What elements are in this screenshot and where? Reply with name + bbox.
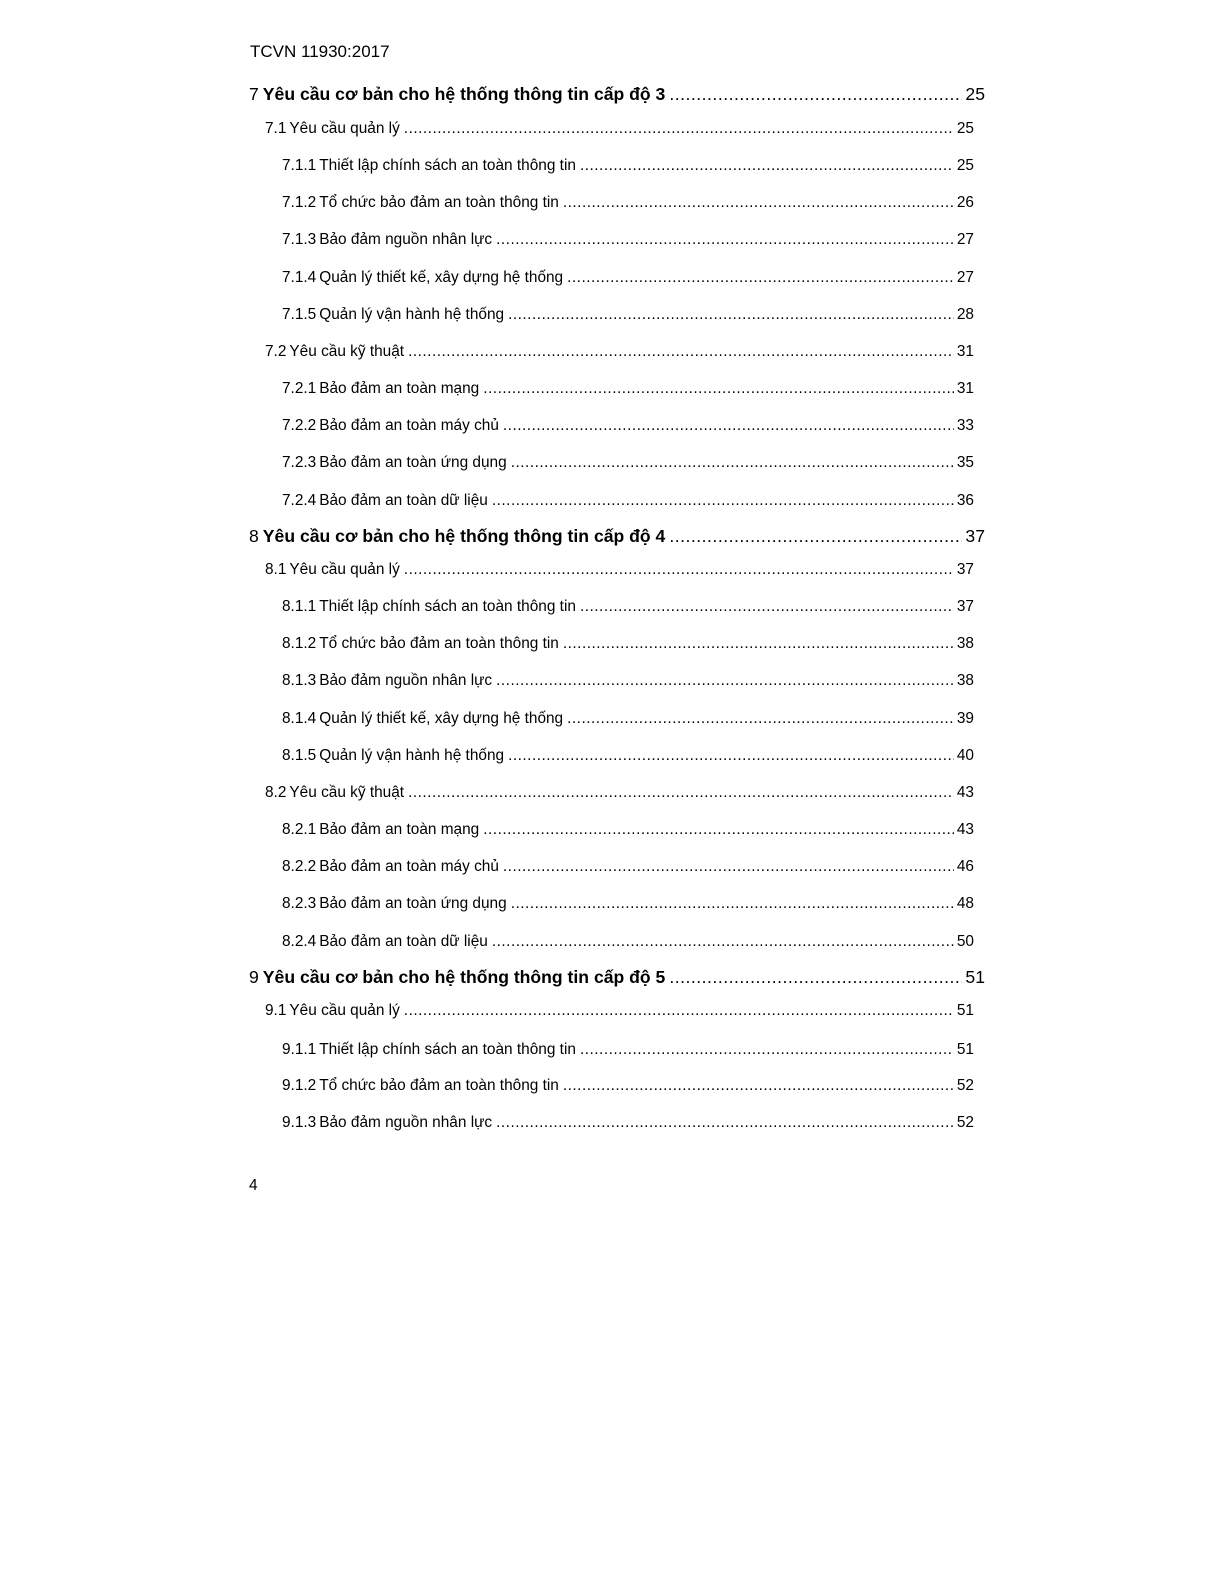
toc-entry-title: Quản lý vận hành hệ thống <box>319 306 505 323</box>
toc-entry-7-2 <box>265 342 974 362</box>
toc-entry-title: Tổ chức bảo đảm an toàn thông tin <box>319 635 559 652</box>
toc-entry-number: 8.2.4 <box>282 933 317 950</box>
toc-entry-title: Thiết lập chính sách an toàn thông tin <box>319 1041 576 1058</box>
toc-entry-9-1-3 <box>282 1113 974 1133</box>
toc-dot-leader <box>503 416 954 436</box>
toc-entry-page: 27 <box>956 231 974 248</box>
toc-entry-number: 9.1.1 <box>282 1041 317 1058</box>
toc-entry-title: Bảo đảm an toàn dữ liệu <box>319 933 488 950</box>
toc-entry-page: 52 <box>956 1077 974 1094</box>
toc-entry-number: 9.1.2 <box>282 1077 317 1094</box>
toc-entry-page: 51 <box>956 1002 974 1019</box>
toc-entry-8-2-1 <box>282 820 974 840</box>
page-number: 4 <box>249 1177 258 1194</box>
toc-entry-9-1-2 <box>282 1076 974 1096</box>
toc-entry-number: 8.2 <box>265 784 287 801</box>
toc-entry-page: 39 <box>956 710 974 727</box>
toc-entry-page: 31 <box>956 343 974 360</box>
toc-dot-leader <box>408 783 954 803</box>
toc-entry-number: 8.1.4 <box>282 710 317 727</box>
toc-entry-8-2-3 <box>282 894 974 914</box>
toc-dot-leader <box>503 857 954 877</box>
toc-entry-page: 35 <box>956 454 974 471</box>
toc-entry-number: 7.1 <box>265 120 287 137</box>
toc-entry-9-1 <box>265 1001 974 1021</box>
toc-entry-title: Bảo đảm an toàn mạng <box>319 380 480 397</box>
toc-entry-8-1-4 <box>282 709 974 729</box>
toc-entry-number: 9 <box>249 967 259 987</box>
toc-dot-leader <box>511 453 954 473</box>
toc-entry-number: 7.1.3 <box>282 231 317 248</box>
toc-entry-9 <box>249 966 985 988</box>
toc-dot-leader <box>669 525 962 547</box>
toc-entry-title: Yêu cầu cơ bản cho hệ thống thông tin cấp độ 5 <box>262 967 666 987</box>
toc-dot-leader <box>563 1076 954 1096</box>
toc-dot-leader <box>496 671 954 691</box>
toc-dot-leader <box>563 634 954 654</box>
toc-entry-number: 8 <box>249 526 259 546</box>
toc-entry-title: Bảo đảm an toàn máy chủ <box>319 417 499 434</box>
toc-entry-number: 9.1 <box>265 1002 287 1019</box>
toc-entry-page: 38 <box>956 635 974 652</box>
toc-dot-leader <box>408 342 954 362</box>
toc-entry-number: 7.1.2 <box>282 194 317 211</box>
toc-entry-7-1 <box>265 119 974 139</box>
toc-entry-8-1-5 <box>282 746 974 766</box>
toc-entry-page: 37 <box>956 561 974 578</box>
toc-dot-leader <box>483 820 954 840</box>
toc-entry-title: Yêu cầu quản lý <box>289 561 400 578</box>
toc-entry-8-1-3 <box>282 671 974 691</box>
toc-entry-7-2-1 <box>282 379 974 399</box>
toc-entry-9-1-1 <box>282 1040 974 1060</box>
toc-dot-leader <box>404 1001 954 1021</box>
toc-entry-number: 8.1 <box>265 561 287 578</box>
toc-dot-leader <box>567 268 954 288</box>
toc-entry-number: 7.2.4 <box>282 492 317 509</box>
toc-entry-7-2-4 <box>282 491 974 511</box>
toc-entry-page: 25 <box>956 157 974 174</box>
toc-entry-7-2-3 <box>282 453 974 473</box>
toc-entry-page: 31 <box>956 380 974 397</box>
toc-entry-title: Yêu cầu quản lý <box>289 120 400 137</box>
toc-dot-leader <box>508 746 954 766</box>
toc-entry-number: 7.2.3 <box>282 454 317 471</box>
toc-entry-title: Bảo đảm an toàn mạng <box>319 821 480 838</box>
toc-entry-title: Quản lý thiết kế, xây dựng hệ thống <box>319 269 564 286</box>
toc-dot-leader <box>404 560 954 580</box>
toc-entry-number: 7.1.1 <box>282 157 317 174</box>
toc-entry-number: 8.2.3 <box>282 895 317 912</box>
toc-entry-page: 52 <box>956 1114 974 1131</box>
toc-entry-8 <box>249 525 985 547</box>
toc-entry-number: 8.1.3 <box>282 672 317 689</box>
toc-entry-number: 8.2.2 <box>282 858 317 875</box>
toc-entry-number: 8.1.1 <box>282 598 317 615</box>
toc-entry-page: 43 <box>956 821 974 838</box>
toc-entry-title: Yêu cầu cơ bản cho hệ thống thông tin cấp độ 4 <box>262 526 666 546</box>
toc-dot-leader <box>669 83 962 105</box>
toc-entry-title: Bảo đảm nguồn nhân lực <box>319 672 493 689</box>
toc-entry-number: 7.1.5 <box>282 306 317 323</box>
toc-entry-title: Bảo đảm nguồn nhân lực <box>319 231 493 248</box>
toc-entry-title: Thiết lập chính sách an toàn thông tin <box>319 598 576 615</box>
toc-dot-leader <box>492 491 954 511</box>
toc-entry-7-1-5 <box>282 305 974 325</box>
toc-entry-page: 37 <box>956 598 974 615</box>
toc-dot-leader <box>567 709 954 729</box>
toc-entry-page: 27 <box>956 269 974 286</box>
toc-entry-title: Bảo đảm an toàn dữ liệu <box>319 492 488 509</box>
toc-dot-leader <box>483 379 954 399</box>
toc-entry-page: 40 <box>956 747 974 764</box>
toc-entry-title: Bảo đảm nguồn nhân lực <box>319 1114 493 1131</box>
toc-dot-leader <box>496 230 954 250</box>
toc-entry-number: 7 <box>249 84 259 104</box>
toc-entry-page: 43 <box>956 784 974 801</box>
toc-entry-page: 37 <box>965 526 985 546</box>
toc-entry-title: Yêu cầu quản lý <box>289 1002 400 1019</box>
toc-entry-page: 25 <box>965 84 985 104</box>
toc-entry-page: 38 <box>956 672 974 689</box>
toc-entry-page: 28 <box>956 306 974 323</box>
toc-entry-8-1 <box>265 560 974 580</box>
toc-dot-leader <box>669 966 962 988</box>
toc-entry-title: Yêu cầu kỹ thuật <box>289 343 405 360</box>
toc-entry-7-1-1 <box>282 156 974 176</box>
toc-dot-leader <box>508 305 954 325</box>
toc-entry-title: Yêu cầu kỹ thuật <box>289 784 405 801</box>
toc-dot-leader <box>563 193 954 213</box>
toc-dot-leader <box>580 156 954 176</box>
toc-entry-7-1-2 <box>282 193 974 213</box>
toc-dot-leader <box>580 1040 954 1060</box>
toc-entry-number: 8.2.1 <box>282 821 317 838</box>
toc-dot-leader <box>511 894 954 914</box>
toc-entry-page: 33 <box>956 417 974 434</box>
toc-entry-page: 25 <box>956 120 974 137</box>
toc-entry-title: Tổ chức bảo đảm an toàn thông tin <box>319 194 559 211</box>
toc-entry-title: Quản lý thiết kế, xây dựng hệ thống <box>319 710 564 727</box>
toc-entry-7-1-3 <box>282 230 974 250</box>
toc-entry-number: 8.1.5 <box>282 747 317 764</box>
toc-entry-title: Bảo đảm an toàn ứng dụng <box>319 454 507 471</box>
toc-entry-title: Thiết lập chính sách an toàn thông tin <box>319 157 576 174</box>
toc-entry-page: 51 <box>965 967 985 987</box>
toc-entry-page: 51 <box>956 1041 974 1058</box>
toc-entry-8-2-2 <box>282 857 974 877</box>
toc-entry-page: 50 <box>956 933 974 950</box>
toc-entry-title: Quản lý vận hành hệ thống <box>319 747 505 764</box>
toc-entry-number: 9.1.3 <box>282 1114 317 1131</box>
page-header: TCVN 11930:2017 <box>250 42 390 61</box>
toc-entry-7 <box>249 83 985 105</box>
toc-dot-leader <box>404 119 954 139</box>
toc-entry-7-2-2 <box>282 416 974 436</box>
toc-entry-title: Tổ chức bảo đảm an toàn thông tin <box>319 1077 559 1094</box>
toc-entry-8-1-1 <box>282 597 974 617</box>
toc-entry-number: 7.2.2 <box>282 417 317 434</box>
toc-entry-page: 26 <box>956 194 974 211</box>
toc-dot-leader <box>496 1113 954 1133</box>
toc-entry-number: 7.2 <box>265 343 287 360</box>
toc-entry-page: 48 <box>956 895 974 912</box>
toc-entry-8-2 <box>265 783 974 803</box>
toc-entry-title: Yêu cầu cơ bản cho hệ thống thông tin cấp độ 3 <box>262 84 666 104</box>
toc-entry-page: 36 <box>956 492 974 509</box>
toc-entry-7-1-4 <box>282 268 974 288</box>
toc-entry-number: 7.2.1 <box>282 380 317 397</box>
toc-entry-number: 8.1.2 <box>282 635 317 652</box>
toc-entry-title: Bảo đảm an toàn ứng dụng <box>319 895 507 912</box>
toc-entry-number: 7.1.4 <box>282 269 317 286</box>
toc-entry-8-2-4 <box>282 932 974 952</box>
toc-entry-page: 46 <box>956 858 974 875</box>
toc-dot-leader <box>492 932 954 952</box>
toc-dot-leader <box>580 597 954 617</box>
toc-entry-title: Bảo đảm an toàn máy chủ <box>319 858 499 875</box>
toc-entry-8-1-2 <box>282 634 974 654</box>
